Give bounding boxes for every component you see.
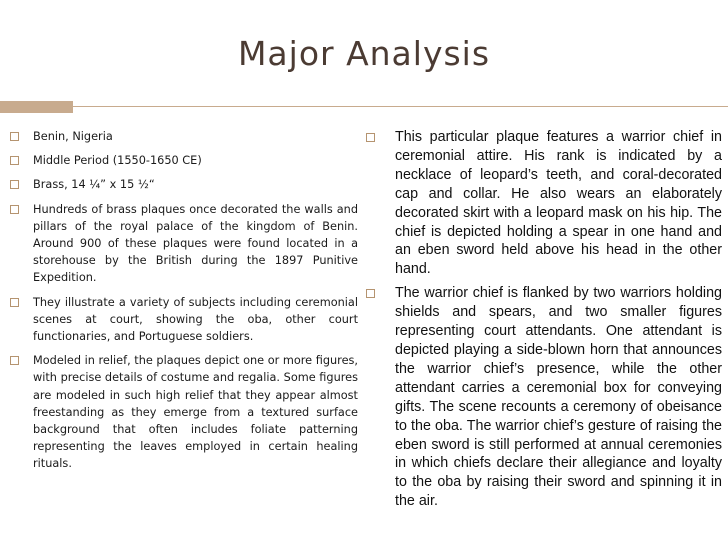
left-column [10,128,358,480]
title-underline-rule [73,106,728,107]
list-item [366,284,722,511]
square-bullet-icon [10,132,19,141]
bullet-text: Benin, Nigeria [33,130,113,143]
bullet-text: Hundreds of brass plaques once decorated the walls and pillars of the royal palace of the kingdom of Benin. Around 900 of these plaques were found located in a storehouse by the British during the 1897 Punitive Expedition. [33,202,358,285]
list-item [366,128,722,279]
right-bullet-list [366,128,722,511]
square-bullet-icon [366,133,375,142]
bullet-text: Middle Period (1550-1650 CE) [33,154,202,168]
list-item [10,352,358,472]
slide-title: Major Analysis [237,34,491,73]
square-bullet-icon [10,356,19,365]
square-bullet-icon [10,298,19,307]
list-item [10,201,358,287]
bullet-text: The warrior chief is flanked by two warriors holding shields and spears, and two smaller figures representing court attendants. One attendant is depicted playing a side-blown horn that announces the warrior chief’s presence, while the other attendant carries a ceremonial box for conveying gifts. The scene recounts a ceremony of obeisance to the oba. The warrior chief’s gesture of raising the eben sword is still performed at annual ceremonies in which chiefs declare their allegiance and loyalty to the oba by raising their sword and spinning it in the air. [395,285,722,510]
square-bullet-icon [10,156,19,165]
square-bullet-icon [10,180,19,189]
bullet-text: They illustrate a variety of subjects including ceremonial scenes at court, showing the oba, other court functionaries, and Portuguese soldiers. [33,295,358,344]
list-item [10,176,358,193]
square-bullet-icon [366,289,375,298]
left-bullet-list [10,128,358,473]
bullet-text: Brass, 14 ¼” x 15 ½“ [33,178,155,192]
bullet-text: Modeled in relief, the plaques depict one or more figures, with precise details of costume and regalia. Some figures are modeled in such high relief that they appear almost freestanding as they emerge from a textured surface background that often includes foliate patterning representing the leaves employed in certain healing rituals. [33,354,358,471]
title-underline-block [0,101,73,113]
square-bullet-icon [10,205,19,214]
list-item [10,128,358,145]
bullet-text: This particular plaque features a warrior chief in ceremonial attire. His rank is indicated by a necklace of leopard’s teeth, and coral-decorated cap and collar. He also wears an elaborately decorated skirt with a leopard mask on his hip. The chief is depicted holding a spear in one hand and an eben sword held above his head in the other hand. [395,129,722,278]
list-item [10,152,358,169]
list-item [10,294,358,346]
right-column [366,128,722,516]
